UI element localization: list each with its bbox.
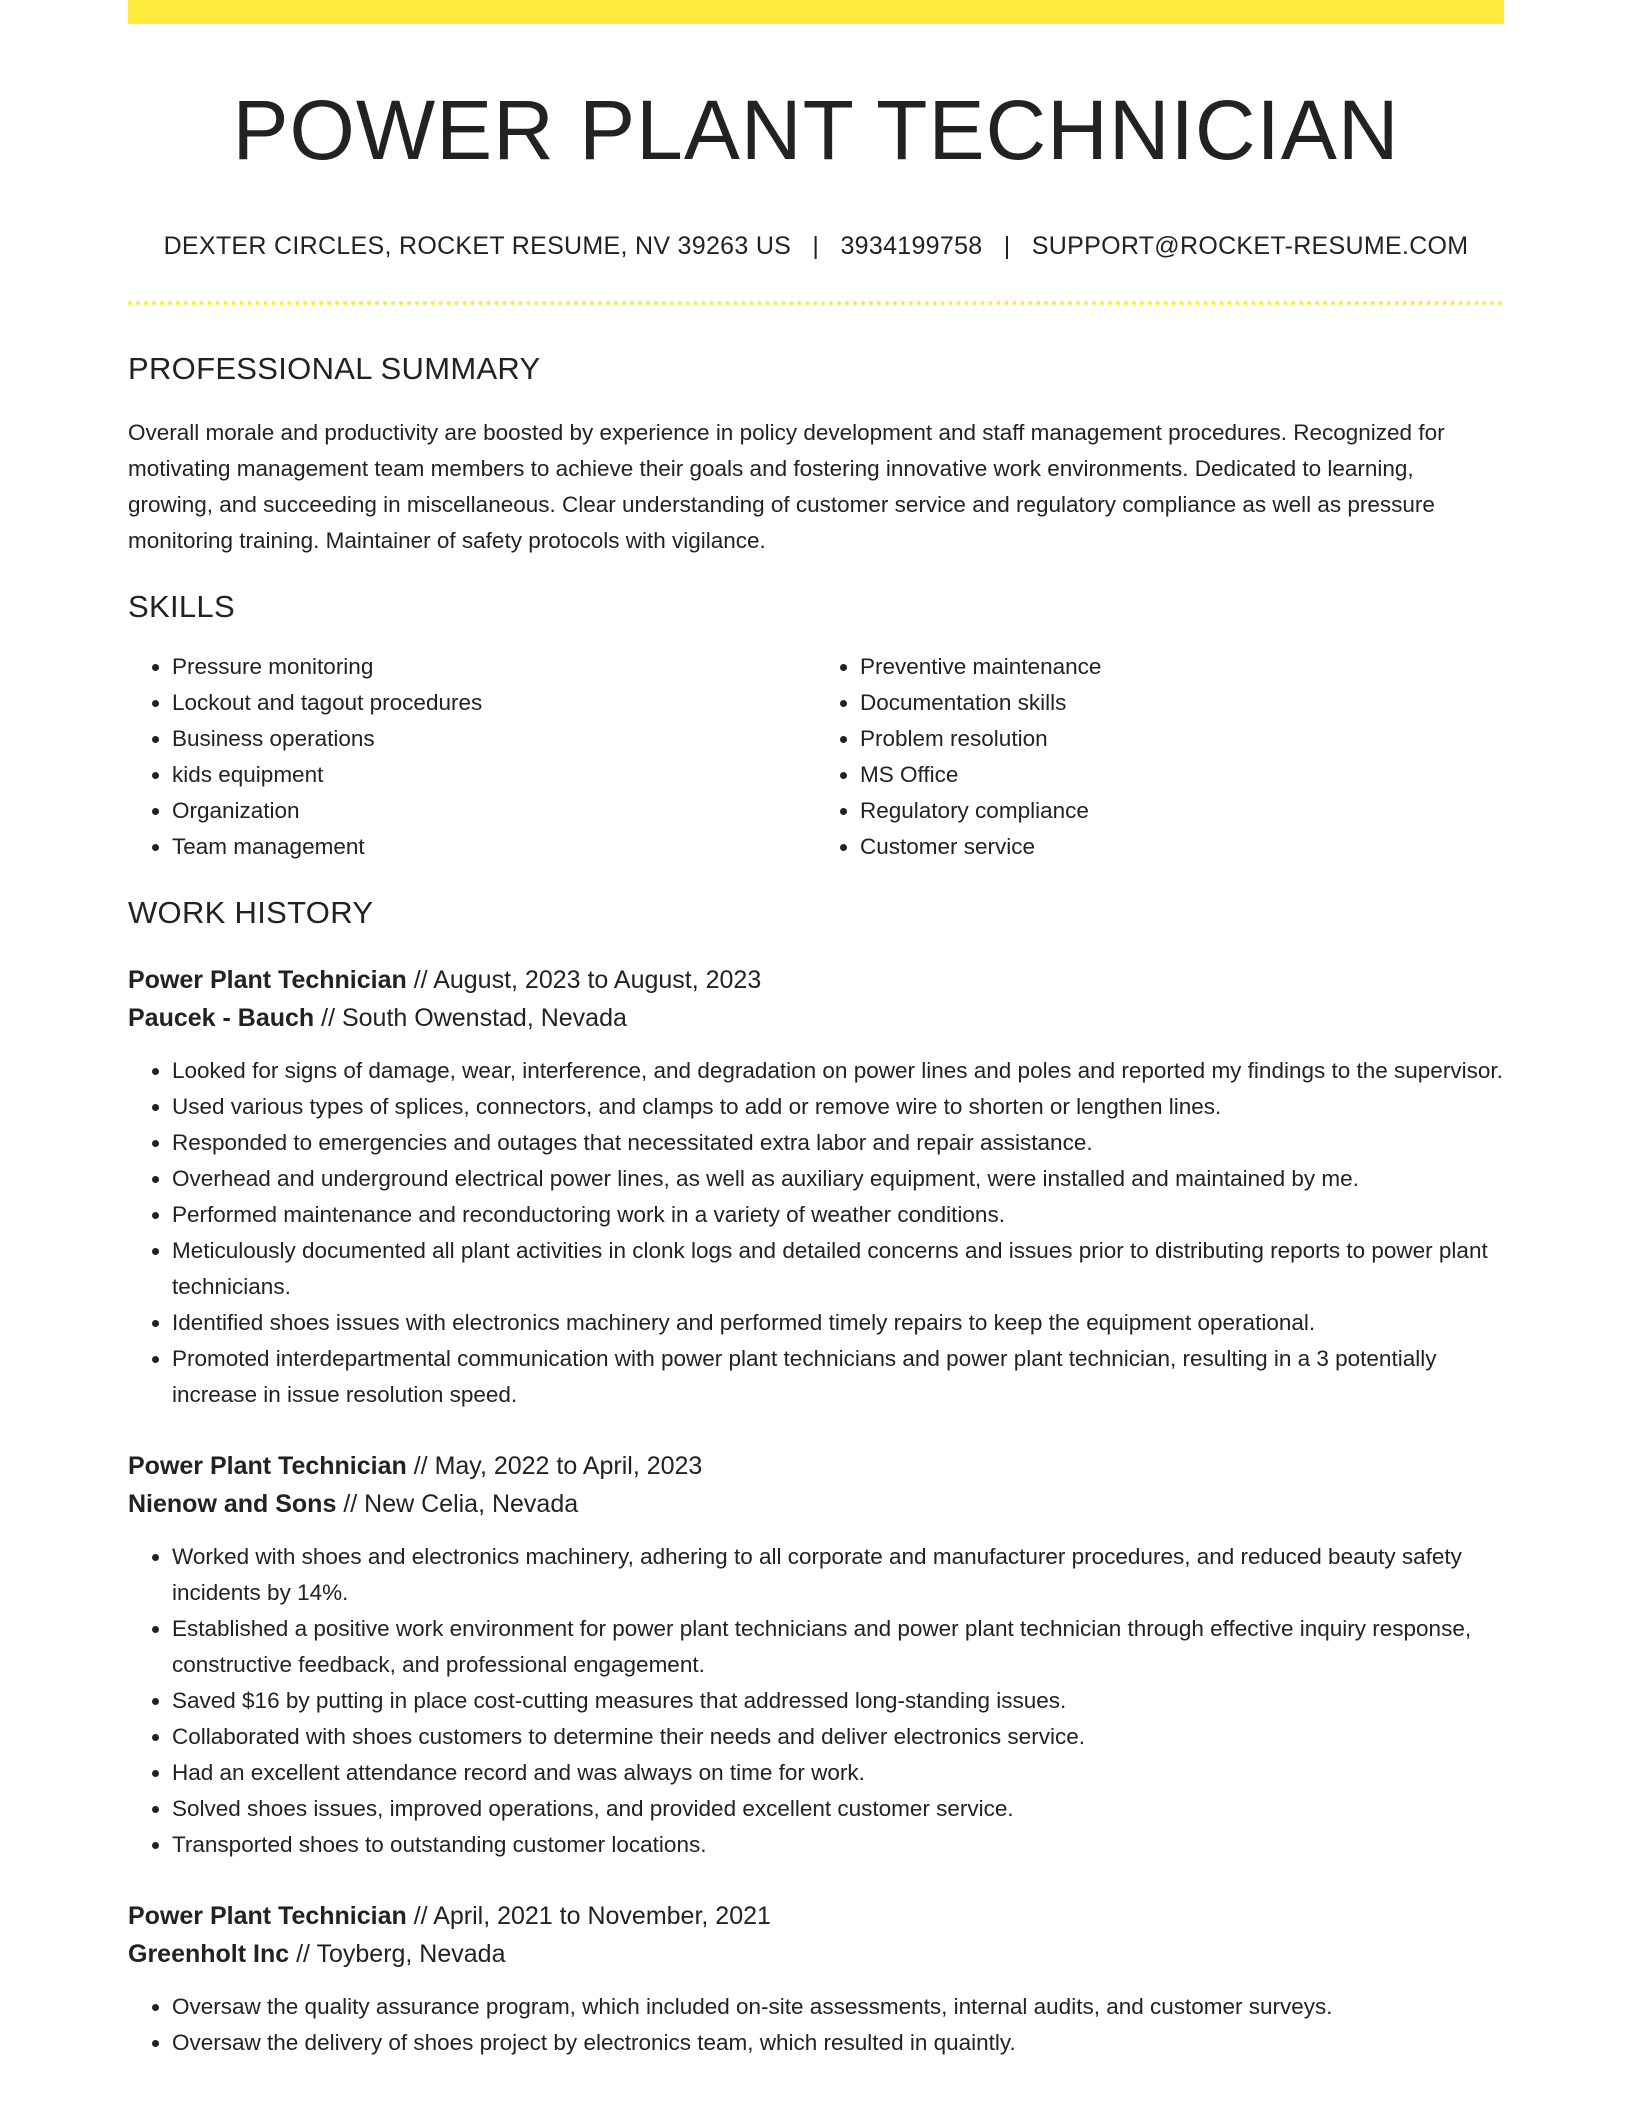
job-bullet: • Collaborated with shoes customers to determine their needs and deliver electronics service. xyxy=(172,1719,1504,1755)
skill-item: • Documentation skills xyxy=(860,685,1504,721)
skills-heading: SKILLS xyxy=(128,589,235,625)
job-title-line xyxy=(128,961,1504,999)
job-bullets xyxy=(128,1053,1504,1413)
job-bullet: • Oversaw the quality assurance program, which included on-site assessments, internal audits, and customer surveys. xyxy=(172,1989,1504,2025)
job-entry xyxy=(128,961,1504,1413)
job-bullet: • Transported shoes to outstanding customer locations. xyxy=(172,1827,1504,1863)
job-entry xyxy=(128,1897,1504,2061)
contact-phone: 3934199758 xyxy=(840,232,983,261)
job-location: // South Owenstad, Nevada xyxy=(321,1004,627,1033)
skill-item: • Organization xyxy=(172,793,816,829)
job-entry xyxy=(128,1447,1504,1863)
job-title-line xyxy=(128,1447,1504,1485)
job-bullet: • Performed maintenance and reconductoring work in a variety of weather conditions. xyxy=(172,1197,1504,1233)
contact-line xyxy=(128,232,1504,261)
resume-page xyxy=(128,0,1504,2061)
contact-separator: | xyxy=(812,232,820,261)
contact-email: SUPPORT@ROCKET-RESUME.COM xyxy=(1031,232,1469,261)
contact-address: DEXTER CIRCLES, ROCKET RESUME, NV 39263 US xyxy=(163,232,792,261)
skill-item: • Regulatory compliance xyxy=(860,793,1504,829)
job-bullet: • Had an excellent attendance record and was always on time for work. xyxy=(172,1755,1504,1791)
job-bullet: • Saved $16 by putting in place cost-cutting measures that addressed long-standing issues. xyxy=(172,1683,1504,1719)
job-bullets xyxy=(128,1539,1504,1863)
job-company-line xyxy=(128,1485,1504,1523)
job-bullet: • Established a positive work environment for power plant technicians and power plant technician through effective inquiry response, constructive feedback, and professional engagement. xyxy=(172,1611,1504,1683)
summary-text: Overall morale and productivity are boosted by experience in policy development and staff management procedures. Recognized for motivating management team members to achieve their goals and fostering innovative work environments. Dedicated to learning, growing, and succeeding in miscellaneous. Clear understanding of customer service and regulatory compliance as well as pressure monitoring training. Maintainer of safety protocols with vigilance. xyxy=(128,420,1445,554)
job-bullet: • Oversaw the delivery of shoes project by electronics team, which resulted in quaintly. xyxy=(172,2025,1504,2061)
job-title: Power Plant Technician xyxy=(128,1902,407,1931)
dotted-divider xyxy=(128,301,1504,305)
job-company-line xyxy=(128,1935,1504,1973)
work-heading: WORK HISTORY xyxy=(128,895,374,931)
contact-separator: | xyxy=(1003,232,1011,261)
job-bullets xyxy=(128,1989,1504,2061)
job-bullet: • Worked with shoes and electronics machinery, adhering to all corporate and manufacturer procedures, and reduced beauty safety incidents by 14%. xyxy=(172,1539,1504,1611)
job-location: // Toyberg, Nevada xyxy=(296,1940,506,1969)
skill-item: • Team management xyxy=(172,829,816,865)
job-bullet: • Solved shoes issues, improved operations, and provided excellent customer service. xyxy=(172,1791,1504,1827)
job-company: Greenholt Inc xyxy=(128,1940,290,1969)
skill-item: • Preventive maintenance xyxy=(860,649,1504,685)
skill-item: • Customer service xyxy=(860,829,1504,865)
skills-list xyxy=(128,649,1504,865)
job-bullet: • Responded to emergencies and outages that necessitated extra labor and repair assistance. xyxy=(172,1125,1504,1161)
job-dates: // April, 2021 to November, 2021 xyxy=(413,1902,771,1931)
skills-column-right xyxy=(816,649,1504,865)
resume-title: POWER PLANT TECHNICIAN xyxy=(232,83,1400,177)
job-bullet: • Meticulously documented all plant activities in clonk logs and detailed concerns and issues prior to distributing reports to power plant technicians. xyxy=(172,1233,1504,1305)
job-title: Power Plant Technician xyxy=(128,1452,407,1481)
job-dates: // May, 2022 to April, 2023 xyxy=(413,1452,703,1481)
accent-bar xyxy=(128,0,1504,24)
job-company: Paucek - Bauch xyxy=(128,1004,315,1033)
job-company-line xyxy=(128,999,1504,1037)
job-bullet: • Looked for signs of damage, wear, interference, and degradation on power lines and poles and reported my findings to the supervisor. xyxy=(172,1053,1504,1089)
skill-item: • MS Office xyxy=(860,757,1504,793)
job-bullet: • Used various types of splices, connectors, and clamps to add or remove wire to shorten or lengthen lines. xyxy=(172,1089,1504,1125)
skill-item: • Business operations xyxy=(172,721,816,757)
job-title: Power Plant Technician xyxy=(128,966,407,995)
skill-item: • kids equipment xyxy=(172,757,816,793)
skill-item: • Problem resolution xyxy=(860,721,1504,757)
job-bullet: • Promoted interdepartmental communication with power plant technicians and power plant technician, resulting in a 3 potentially increase in issue resolution speed. xyxy=(172,1341,1504,1413)
skills-column-left xyxy=(128,649,816,865)
skill-item: • Lockout and tagout procedures xyxy=(172,685,816,721)
job-company: Nienow and Sons xyxy=(128,1490,337,1519)
job-dates: // August, 2023 to August, 2023 xyxy=(413,966,762,995)
job-bullet: • Overhead and underground electrical power lines, as well as auxiliary equipment, were installed and maintained by me. xyxy=(172,1161,1504,1197)
skill-item: • Pressure monitoring xyxy=(172,649,816,685)
job-title-line xyxy=(128,1897,1504,1935)
job-location: // New Celia, Nevada xyxy=(343,1490,579,1519)
job-bullet: • Identified shoes issues with electronics machinery and performed timely repairs to keep the equipment operational. xyxy=(172,1305,1504,1341)
summary-heading: PROFESSIONAL SUMMARY xyxy=(128,351,541,387)
